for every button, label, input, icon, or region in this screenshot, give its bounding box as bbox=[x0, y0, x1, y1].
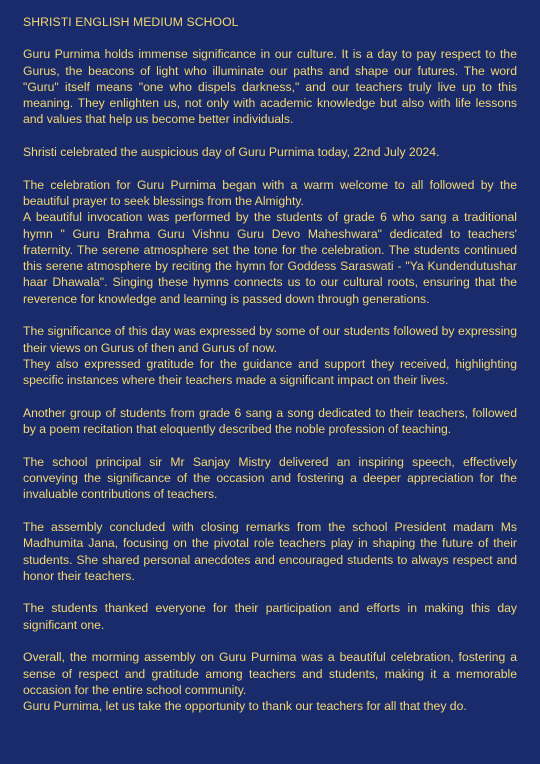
president-remarks-paragraph: The assembly concluded with closing remarks from the school President madam Ms Madhumita Jana, focusing on the pivotal role teachers play in shaping the future of their students. She shared personal anecdotes and encouraged students to always respect and honor their teachers. bbox=[23, 519, 517, 583]
gratitude-paragraph: They also expressed gratitude for the guidance and support they received, highlighting specific instances where their teachers made a significant impact on their lives. bbox=[23, 356, 517, 388]
song-poem-paragraph: Another group of students from grade 6 sang a song dedicated to their teachers, followed by a poem recitation that eloquently described the noble profession of teaching. bbox=[23, 405, 517, 437]
overall-paragraph: Overall, the morming assembly on Guru Purnima was a beautiful celebration, fostering a sense of respect and gratitude among teachers and students, making it a memorable occasion for the entire school community. bbox=[23, 650, 517, 697]
intro-paragraph: Guru Purnima holds immense significance in our culture. It is a day to pay respect to the Gurus, the beacons of light who illuminate our paths and shape our futures. The word "Guru" itself means "one who dispels darkness," and our teachers truly live up to this meaning. They enlighten us, not only with academic knowledge but also with life lessons and values that help us become better individuals. bbox=[23, 47, 517, 127]
celebration-date-paragraph: Shristi celebrated the auspicious day of Guru Purnima today, 22nd July 2024. bbox=[23, 145, 440, 160]
thanks-paragraph: The students thanked everyone for their participation and efforts in making this day significant one. bbox=[23, 601, 517, 632]
closing-paragraph: Guru Purnima, let us take the opportunity to thank our teachers for all that they do. bbox=[23, 699, 467, 714]
school-name-heading: SHRISTI ENGLISH MEDIUM SCHOOL bbox=[23, 15, 239, 29]
invocation-paragraph: A beautiful invocation was performed by the students of grade 6 who sang a traditional hymn " Guru Brahma Guru Vishnu Guru Devo Maheshwara" dedicated to teachers' fraternity. The serene atmosphere set the tone for the celebration. The students continued this serene atmosphere by reciting the hymn for Goddess Saraswati - "Ya Kundendutushar haar Dhawala". Singing these hymns connects us to our cultural roots, ensuring that the reverence for knowledge and learning is passed down through generations. bbox=[23, 210, 517, 306]
student-views-paragraph: The significance of this day was expressed by some of our students followed by expressing their views on Gurus of then and Gurus of now. bbox=[23, 324, 517, 355]
principal-speech-paragraph: The school principal sir Mr Sanjay Mistry delivered an inspiring speech, effectively conveying the significance of the occasion and fostering a deeper appreciation for the invaluable contributions of teachers. bbox=[23, 454, 517, 502]
welcome-paragraph: The celebration for Guru Purnima began with a warm welcome to all followed by the beautiful prayer to seek blessings from the Almighty. bbox=[23, 177, 517, 208]
